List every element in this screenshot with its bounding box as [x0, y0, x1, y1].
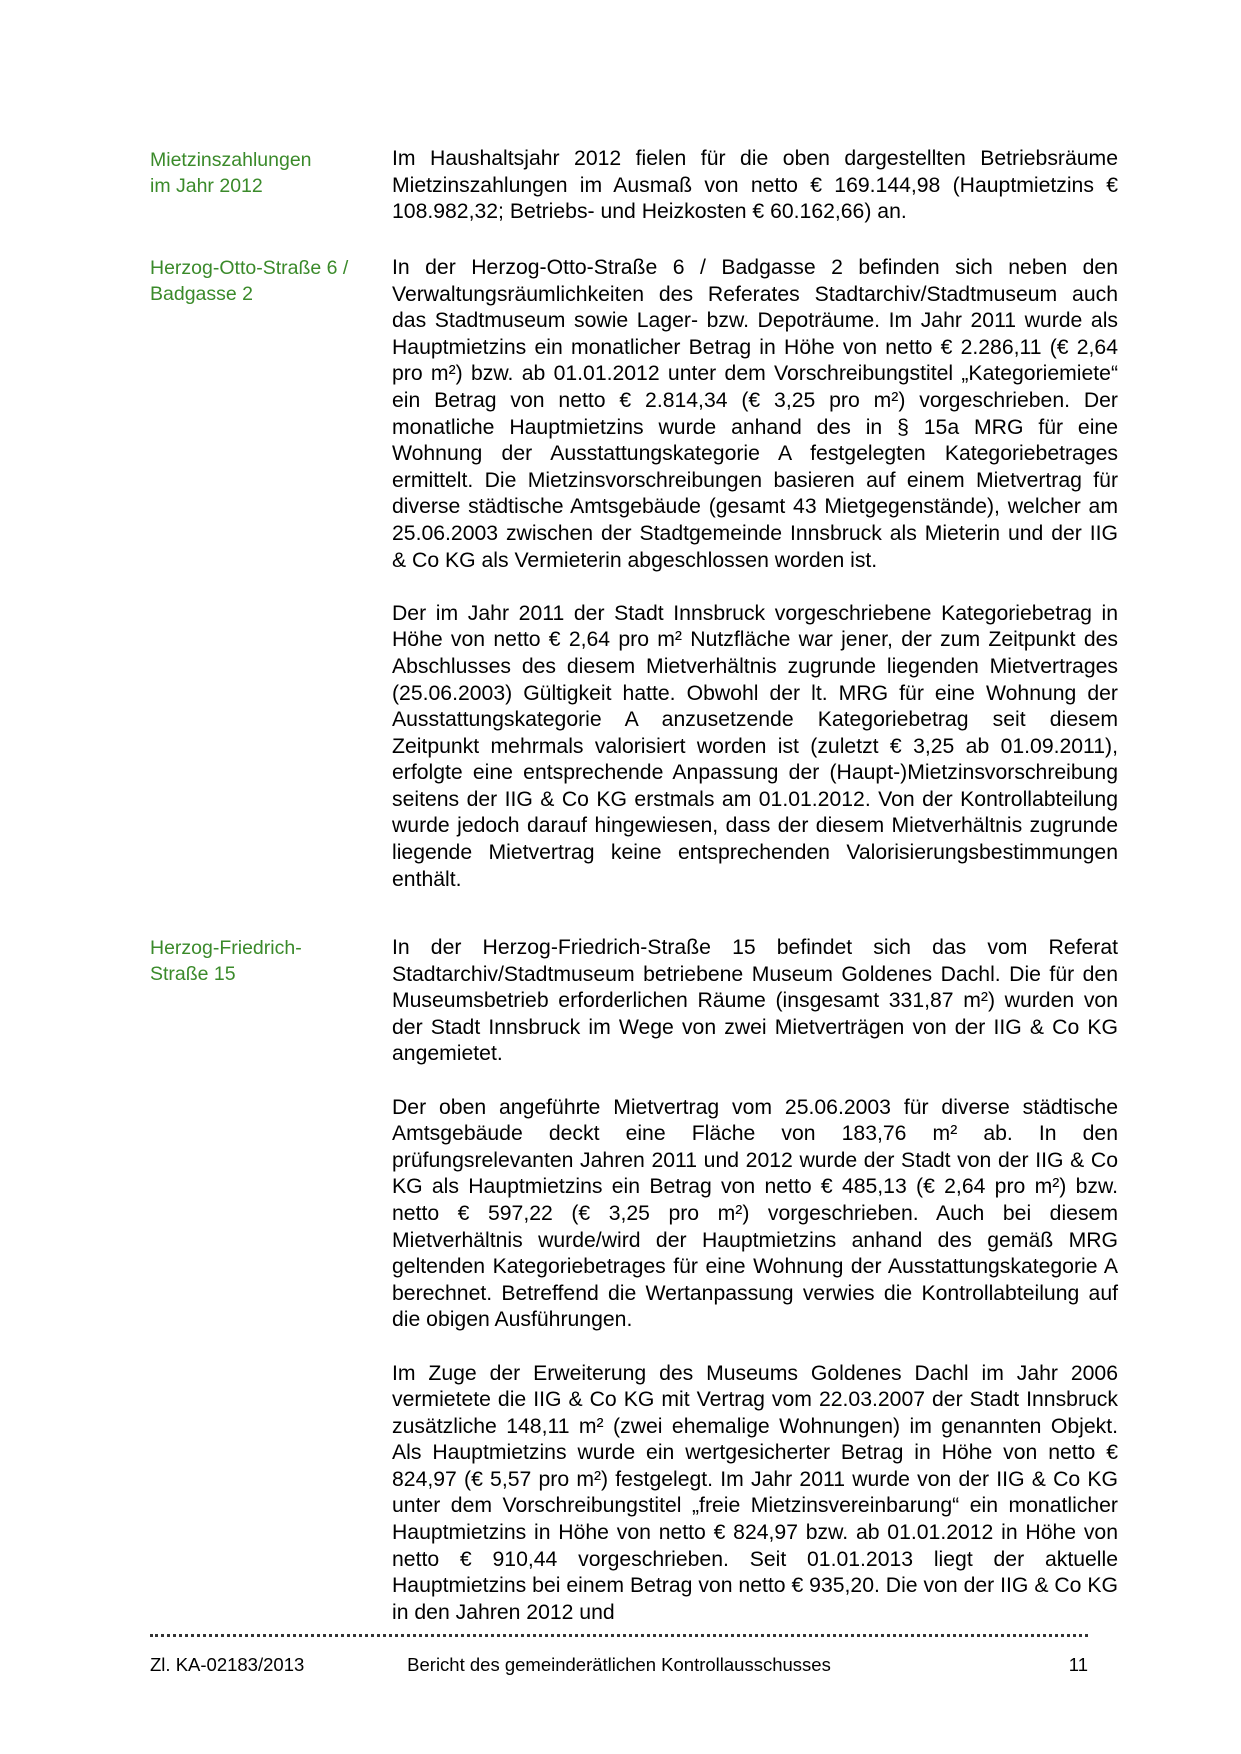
- paragraph: In der Herzog-Friedrich-Straße 15 befindet sich das vom Referat Stadtarchiv/Stadtmuseum betriebene Museum Goldenes Dachl. Die für den Museumsbetrieb erforderlichen Räume (insgesamt 331,87 m²) wurden von der Stadt Innsbruck im Wege von zwei Mietverträgen von der IIG & Co KG angemietet.: [392, 936, 1118, 1066]
- side-label: [150, 935, 365, 987]
- page-number: 11: [1068, 1654, 1088, 1675]
- side-label-line: Badgasse 2: [150, 283, 253, 305]
- section-body: [392, 146, 1118, 226]
- paragraph: Im Zuge der Erweiterung des Museums Goldenes Dachl im Jahr 2006 vermietete die IIG & Co KG mit Vertrag vom 22.03.2007 der Stadt Innsbruck zusätzliche 148,11 m² (zwei ehemalige Wohnungen) im genannten Objekt. Als Hauptmietzins wurde ein wertgesicherter Betrag in Höhe von netto € 824,97 (€ 5,57 pro m²) festgelegt. Im Jahr 2011 wurde von der IIG & Co KG unter dem Vorschreibungstitel „freie Mietzinsvereinbarung“ ein monatlicher Hauptmietzins in Höhe von netto € 824,97 bzw. ab 01.01.2012 in Höhe von netto € 910,44 vorgeschrieben. Seit 01.01.2013 liegt der aktuelle Hauptmietzins bei einem Betrag von netto € 935,20. Die von der IIG & Co KG in den Jahren 2012 und: [392, 1361, 1118, 1624]
- side-label-line: Herzog-Otto-Straße 6 /: [150, 257, 349, 279]
- side-label: [150, 147, 365, 199]
- paragraph: Der oben angeführte Mietvertrag vom 25.06.2003 für diverse städtische Amtsgebäude deckt eine Fläche von 183,76 m² ab. In den prüfungsrelevanten Jahren 2011 und 2012 wurde der Stadt von der IIG & Co KG als Hauptmietzins ein Betrag von netto € 485,13 (€ 2,64 pro m²) bzw. netto € 597,22 (€ 3,25 pro m²) vorgeschrieben. Auch bei diesem Mietverhältnis wurde/wird der Hauptmietzins anhand des gemäß MRG geltenden Kategoriebetrages für eine Wohnung der Ausstattungskategorie A berechnet. Betreffend die Wertanpassung verwies die Kontrollabteilung auf die obigen Ausführungen.: [392, 1095, 1118, 1332]
- side-label-line: im Jahr 2012: [150, 175, 263, 197]
- section-body: [392, 255, 1118, 893]
- footer-reference: Zl. KA-02183/2013: [150, 1654, 305, 1675]
- side-label-line: Straße 15: [150, 963, 236, 985]
- section-body: [392, 935, 1118, 1626]
- side-label: [150, 255, 365, 307]
- footer-title: Bericht des gemeinderätlichen Kontrollausschusses: [407, 1654, 831, 1675]
- paragraph: In der Herzog-Otto-Straße 6 / Badgasse 2 befinden sich neben den Verwaltungsräumlichkeiten des Referates Stadtarchiv/Stadtmuseum auch das Stadtmuseum sowie Lager- bzw. Depoträume. Im Jahr 2011 wurde als Hauptmietzins ein monatlicher Betrag in Höhe von netto € 2.286,11 (€ 2,64 pro m²) bzw. ab 01.01.2012 unter dem Vorschreibungstitel „Kategoriemiete“ ein Betrag von netto € 2.814,34 (€ 3,25 pro m²) vorgeschrieben. Der monatliche Hauptmietzins wurde anhand des in § 15a MRG für eine Wohnung der Ausstattungskategorie A festgelegten Kategoriebetrages ermittelt. Die Mietzinsvorschreibungen basieren auf einem Mietvertrag für diverse städtische Amtsgebäude (gesamt 43 Mietgegenstände), welcher am 25.06.2003 zwischen der Stadtgemeinde Innsbruck als Mieterin und der IIG & Co KG als Vermieterin abgeschlossen worden ist.: [392, 256, 1118, 572]
- footer-divider: [150, 1634, 1088, 1637]
- side-label-line: Herzog-Friedrich-: [150, 937, 302, 959]
- paragraph: Der im Jahr 2011 der Stadt Innsbruck vorgeschriebene Kategoriebetrag in Höhe von netto € 2,64 pro m² Nutzfläche war jener, der zum Zeitpunkt des Abschlusses des diesem Mietverhältnis zugrunde liegenden Mietvertrages (25.06.2003) Gültigkeit hatte. Obwohl der lt. MRG für eine Wohnung der Ausstattungskategorie A anzusetzende Kategoriebetrag seit diesem Zeitpunkt mehrmals valorisiert worden ist (zuletzt € 3,25 ab 01.09.2011), erfolgte eine entsprechende Anpassung der (Haupt-)Mietzinsvorschreibung seitens der IIG & Co KG erstmals am 01.01.2012. Von der Kontrollabteilung wurde jedoch darauf hingewiesen, dass der diesem Mietverhältnis zugrunde liegende Mietvertrag keine entsprechenden Valorisierungsbestimmungen enthält.: [392, 601, 1118, 891]
- paragraph: Im Haushaltsjahr 2012 fielen für die oben dargestellten Betriebsräume Mietzinszahlungen im Ausmaß von netto € 169.144,98 (Hauptmietzins € 108.982,32; Betriebs- und Heizkosten € 60.162,66) an.: [392, 147, 1118, 224]
- side-label-line: Mietzinszahlungen: [150, 149, 312, 171]
